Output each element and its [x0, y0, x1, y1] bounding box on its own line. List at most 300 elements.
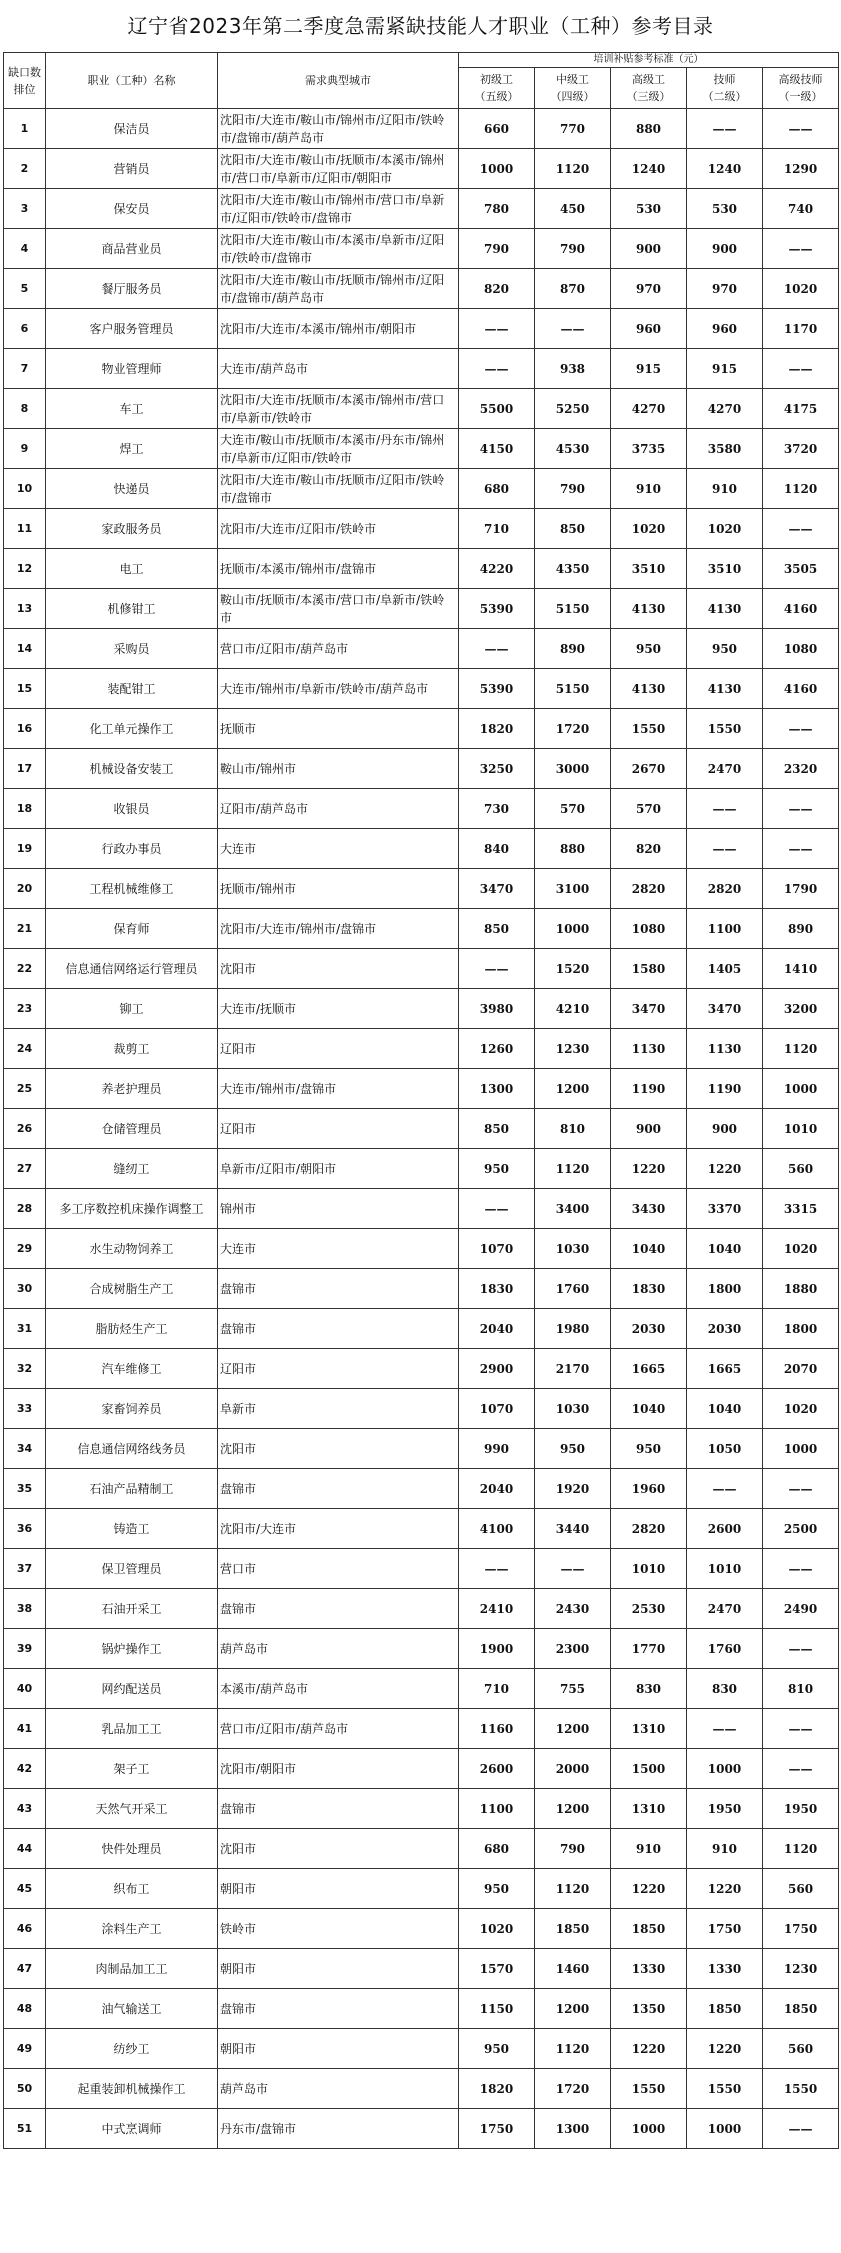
- rank-cell: 30: [4, 1269, 46, 1309]
- rank-cell: 12: [4, 549, 46, 589]
- subsidy-level-5: 4160: [763, 669, 839, 709]
- occupation-name: 家政服务员: [46, 509, 218, 549]
- subsidy-level-5: ——: [763, 229, 839, 269]
- subsidy-level-3: 1080: [611, 909, 687, 949]
- subsidy-level-2: 1200: [535, 1789, 611, 1829]
- rank-cell: 10: [4, 469, 46, 509]
- subsidy-level-1: 4100: [459, 1509, 535, 1549]
- subsidy-level-5: 890: [763, 909, 839, 949]
- subsidy-level-5: 1290: [763, 149, 839, 189]
- subsidy-level-2: 938: [535, 349, 611, 389]
- subsidy-level-5: 1020: [763, 269, 839, 309]
- subsidy-level-1: 840: [459, 829, 535, 869]
- table-row: [4, 1229, 839, 1269]
- cities-cell: 大连市: [218, 829, 459, 869]
- subsidy-level-2: 1720: [535, 2069, 611, 2109]
- subsidy-level-3: 4130: [611, 669, 687, 709]
- subsidy-level-3: 1220: [611, 2029, 687, 2069]
- table-row: [4, 1349, 839, 1389]
- subsidy-level-4: 915: [687, 349, 763, 389]
- rank-cell: 16: [4, 709, 46, 749]
- occupation-name: 信息通信网络线务员: [46, 1429, 218, 1469]
- subsidy-level-5: 3200: [763, 989, 839, 1029]
- rank-cell: 2: [4, 149, 46, 189]
- rank-cell: 3: [4, 189, 46, 229]
- subsidy-level-3: 1665: [611, 1349, 687, 1389]
- subsidy-level-4: 4130: [687, 589, 763, 629]
- rank-cell: 29: [4, 1229, 46, 1269]
- occupation-name: 收银员: [46, 789, 218, 829]
- subsidy-level-3: 530: [611, 189, 687, 229]
- subsidy-level-5: 1850: [763, 1989, 839, 2029]
- table-row: [4, 2109, 839, 2149]
- subsidy-level-2: 1920: [535, 1469, 611, 1509]
- rank-cell: 31: [4, 1309, 46, 1349]
- subsidy-level-1: 1570: [459, 1949, 535, 1989]
- cities-cell: 朝阳市: [218, 2029, 459, 2069]
- rank-cell: 42: [4, 1749, 46, 1789]
- header-name: 职业（工种）名称: [46, 53, 218, 109]
- cities-cell: 大连市/锦州市/盘锦市: [218, 1069, 459, 1109]
- subsidy-level-4: ——: [687, 789, 763, 829]
- subsidy-level-2: 870: [535, 269, 611, 309]
- subsidy-level-3: 1220: [611, 1149, 687, 1189]
- subsidy-level-2: 1980: [535, 1309, 611, 1349]
- rank-cell: 40: [4, 1669, 46, 1709]
- subsidy-level-3: 970: [611, 269, 687, 309]
- table-row: [4, 829, 839, 869]
- subsidy-level-4: 1220: [687, 2029, 763, 2069]
- table-row: [4, 1949, 839, 1989]
- subsidy-level-3: 3430: [611, 1189, 687, 1229]
- cities-cell: 朝阳市: [218, 1869, 459, 1909]
- subsidy-level-5: 4160: [763, 589, 839, 629]
- rank-cell: 38: [4, 1589, 46, 1629]
- subsidy-level-4: 4130: [687, 669, 763, 709]
- subsidy-level-4: 1950: [687, 1789, 763, 1829]
- cities-cell: 营口市: [218, 1549, 459, 1589]
- subsidy-level-3: 3470: [611, 989, 687, 1029]
- table-row: [4, 1989, 839, 2029]
- occupation-name: 锅炉操作工: [46, 1629, 218, 1669]
- rank-cell: 7: [4, 349, 46, 389]
- table-row: [4, 1509, 839, 1549]
- subsidy-level-4: 1850: [687, 1989, 763, 2029]
- occupation-name: 化工单元操作工: [46, 709, 218, 749]
- table-row: [4, 869, 839, 909]
- rank-cell: 4: [4, 229, 46, 269]
- cities-cell: 盘锦市: [218, 1309, 459, 1349]
- cities-cell: 丹东市/盘锦市: [218, 2109, 459, 2149]
- subsidy-level-5: 3315: [763, 1189, 839, 1229]
- subsidy-level-2: 3400: [535, 1189, 611, 1229]
- subsidy-level-3: 1770: [611, 1629, 687, 1669]
- subsidy-level-4: 1330: [687, 1949, 763, 1989]
- table-row: [4, 749, 839, 789]
- table-row: [4, 1269, 839, 1309]
- subsidy-level-5: ——: [763, 1469, 839, 1509]
- occupation-name: 营销员: [46, 149, 218, 189]
- subsidy-level-1: 780: [459, 189, 535, 229]
- rank-cell: 39: [4, 1629, 46, 1669]
- subsidy-level-3: 880: [611, 109, 687, 149]
- cities-cell: 辽阳市: [218, 1029, 459, 1069]
- subsidy-level-4: 1405: [687, 949, 763, 989]
- subsidy-level-5: 810: [763, 1669, 839, 1709]
- occupation-name: 裁剪工: [46, 1029, 218, 1069]
- occupation-name: 铸造工: [46, 1509, 218, 1549]
- subsidy-level-3: 820: [611, 829, 687, 869]
- table-row: [4, 1149, 839, 1189]
- subsidy-level-2: 1000: [535, 909, 611, 949]
- subsidy-level-3: 1310: [611, 1709, 687, 1749]
- subsidy-level-3: 1240: [611, 149, 687, 189]
- table-row: [4, 1469, 839, 1509]
- occupation-name: 工程机械维修工: [46, 869, 218, 909]
- subsidy-level-1: 1750: [459, 2109, 535, 2149]
- subsidy-level-2: 570: [535, 789, 611, 829]
- rank-cell: 13: [4, 589, 46, 629]
- subsidy-level-2: 890: [535, 629, 611, 669]
- table-row: [4, 1629, 839, 1669]
- cities-cell: 沈阳市: [218, 949, 459, 989]
- rank-cell: 15: [4, 669, 46, 709]
- subsidy-level-2: 790: [535, 229, 611, 269]
- rank-cell: 35: [4, 1469, 46, 1509]
- rank-cell: 50: [4, 2069, 46, 2109]
- subsidy-level-5: 1800: [763, 1309, 839, 1349]
- table-row: [4, 1309, 839, 1349]
- subsidy-level-3: 2820: [611, 1509, 687, 1549]
- cities-cell: 盘锦市: [218, 1989, 459, 2029]
- cities-cell: 大连市/抚顺市: [218, 989, 459, 1029]
- subsidy-level-5: ——: [763, 1709, 839, 1749]
- subsidy-level-2: 4350: [535, 549, 611, 589]
- subsidy-level-4: 970: [687, 269, 763, 309]
- rank-cell: 34: [4, 1429, 46, 1469]
- occupation-name: 保洁员: [46, 109, 218, 149]
- subsidy-level-1: 850: [459, 1109, 535, 1149]
- subsidy-level-2: 850: [535, 509, 611, 549]
- subsidy-level-4: 1050: [687, 1429, 763, 1469]
- table-row: [4, 1669, 839, 1709]
- subsidy-level-3: 2530: [611, 1589, 687, 1629]
- subsidy-level-4: 1040: [687, 1389, 763, 1429]
- occupation-name: 装配钳工: [46, 669, 218, 709]
- subsidy-level-3: 1830: [611, 1269, 687, 1309]
- subsidy-level-1: 730: [459, 789, 535, 829]
- subsidy-level-3: 950: [611, 1429, 687, 1469]
- subsidy-level-3: 900: [611, 229, 687, 269]
- table-row: [4, 469, 839, 509]
- subsidy-level-4: 2470: [687, 749, 763, 789]
- subsidy-level-1: 2040: [459, 1309, 535, 1349]
- header-rank: 缺口数排位: [4, 53, 46, 109]
- table-row: [4, 1829, 839, 1869]
- subsidy-level-1: 2410: [459, 1589, 535, 1629]
- subsidy-level-5: 3720: [763, 429, 839, 469]
- subsidy-level-4: ——: [687, 1709, 763, 1749]
- subsidy-level-2: 950: [535, 1429, 611, 1469]
- subsidy-level-5: 1120: [763, 469, 839, 509]
- subsidy-level-1: 1300: [459, 1069, 535, 1109]
- occupation-name: 仓储管理员: [46, 1109, 218, 1149]
- subsidy-level-1: 1070: [459, 1389, 535, 1429]
- subsidy-level-3: 1130: [611, 1029, 687, 1069]
- cities-cell: 辽阳市/葫芦岛市: [218, 789, 459, 829]
- subsidy-level-5: 2500: [763, 1509, 839, 1549]
- subsidy-level-4: 3510: [687, 549, 763, 589]
- subsidy-level-3: 2670: [611, 749, 687, 789]
- rank-cell: 48: [4, 1989, 46, 2029]
- subsidy-level-1: 1830: [459, 1269, 535, 1309]
- subsidy-level-3: 910: [611, 1829, 687, 1869]
- subsidy-level-3: 4270: [611, 389, 687, 429]
- subsidy-level-3: 1310: [611, 1789, 687, 1829]
- rank-cell: 8: [4, 389, 46, 429]
- occupation-name: 铆工: [46, 989, 218, 1029]
- subsidy-level-2: 1200: [535, 1989, 611, 2029]
- cities-cell: 葫芦岛市: [218, 1629, 459, 1669]
- rank-cell: 41: [4, 1709, 46, 1749]
- occupation-name: 焊工: [46, 429, 218, 469]
- rank-cell: 26: [4, 1109, 46, 1149]
- rank-cell: 45: [4, 1869, 46, 1909]
- header-level-3: 高级工 （三级）: [611, 68, 687, 109]
- subsidy-level-3: 1330: [611, 1949, 687, 1989]
- occupation-name: 保安员: [46, 189, 218, 229]
- subsidy-level-4: 1550: [687, 2069, 763, 2109]
- subsidy-level-2: 790: [535, 469, 611, 509]
- subsidy-level-3: 915: [611, 349, 687, 389]
- subsidy-level-5: 1790: [763, 869, 839, 909]
- subsidy-level-3: 2030: [611, 1309, 687, 1349]
- subsidy-level-2: 1120: [535, 1869, 611, 1909]
- cities-cell: 沈阳市/大连市: [218, 1509, 459, 1549]
- table-row: [4, 109, 839, 149]
- rank-cell: 14: [4, 629, 46, 669]
- cities-cell: 盘锦市: [218, 1269, 459, 1309]
- cities-cell: 鞍山市/锦州市: [218, 749, 459, 789]
- subsidy-level-5: 1170: [763, 309, 839, 349]
- cities-cell: 葫芦岛市: [218, 2069, 459, 2109]
- cities-cell: 沈阳市/大连市/鞍山市/本溪市/阜新市/辽阳市/铁岭市/盘锦市: [218, 229, 459, 269]
- subsidy-level-5: 2320: [763, 749, 839, 789]
- subsidy-level-2: 790: [535, 1829, 611, 1869]
- cities-cell: 营口市/辽阳市/葫芦岛市: [218, 629, 459, 669]
- subsidy-level-5: 560: [763, 1149, 839, 1189]
- cities-cell: 铁岭市: [218, 1909, 459, 1949]
- rank-cell: 36: [4, 1509, 46, 1549]
- table-row: [4, 1589, 839, 1629]
- occupation-name: 起重装卸机械操作工: [46, 2069, 218, 2109]
- subsidy-level-5: 560: [763, 1869, 839, 1909]
- cities-cell: 沈阳市/大连市/本溪市/锦州市/朝阳市: [218, 309, 459, 349]
- table-row: [4, 1869, 839, 1909]
- table-row: [4, 309, 839, 349]
- subsidy-level-4: 1240: [687, 149, 763, 189]
- table-row: [4, 549, 839, 589]
- subsidy-level-4: 900: [687, 1109, 763, 1149]
- subsidy-level-3: 1040: [611, 1229, 687, 1269]
- cities-cell: 营口市/辽阳市/葫芦岛市: [218, 1709, 459, 1749]
- subsidy-level-2: 3000: [535, 749, 611, 789]
- subsidy-level-5: 2490: [763, 1589, 839, 1629]
- subsidy-level-5: ——: [763, 1629, 839, 1669]
- cities-cell: 沈阳市/大连市/抚顺市/本溪市/锦州市/营口市/阜新市/铁岭市: [218, 389, 459, 429]
- subsidy-level-1: 5390: [459, 589, 535, 629]
- cities-cell: 大连市: [218, 1229, 459, 1269]
- cities-cell: 大连市/葫芦岛市: [218, 349, 459, 389]
- subsidy-level-4: ——: [687, 1469, 763, 1509]
- table-row: [4, 709, 839, 749]
- subsidy-level-5: 1080: [763, 629, 839, 669]
- subsidy-level-2: 1120: [535, 1149, 611, 1189]
- subsidy-level-4: 3580: [687, 429, 763, 469]
- subsidy-level-2: 1760: [535, 1269, 611, 1309]
- subsidy-level-4: 1040: [687, 1229, 763, 1269]
- subsidy-level-4: 1760: [687, 1629, 763, 1669]
- subsidy-level-3: 960: [611, 309, 687, 349]
- subsidy-level-5: ——: [763, 789, 839, 829]
- subsidy-level-5: 560: [763, 2029, 839, 2069]
- cities-cell: 沈阳市/大连市/辽阳市/铁岭市: [218, 509, 459, 549]
- header-level-5: 高级技师 （一级）: [763, 68, 839, 109]
- subsidy-level-1: 1260: [459, 1029, 535, 1069]
- occupation-name: 石油产品精制工: [46, 1469, 218, 1509]
- subsidy-level-2: 1200: [535, 1069, 611, 1109]
- occupation-name: 水生动物饲养工: [46, 1229, 218, 1269]
- cities-cell: 沈阳市/朝阳市: [218, 1749, 459, 1789]
- subsidy-level-4: 1220: [687, 1149, 763, 1189]
- subsidy-level-4: 4270: [687, 389, 763, 429]
- cities-cell: 抚顺市/锦州市: [218, 869, 459, 909]
- rank-cell: 28: [4, 1189, 46, 1229]
- subsidy-level-4: 2030: [687, 1309, 763, 1349]
- occupation-name: 信息通信网络运行管理员: [46, 949, 218, 989]
- subsidy-level-2: 1460: [535, 1949, 611, 1989]
- subsidy-level-5: 4175: [763, 389, 839, 429]
- occupation-name: 中式烹调师: [46, 2109, 218, 2149]
- subsidy-level-1: 1100: [459, 1789, 535, 1829]
- subsidy-level-3: 2820: [611, 869, 687, 909]
- cities-cell: 大连市/锦州市/阜新市/铁岭市/葫芦岛市: [218, 669, 459, 709]
- subsidy-level-1: 4150: [459, 429, 535, 469]
- table-row: [4, 909, 839, 949]
- subsidy-level-2: 810: [535, 1109, 611, 1149]
- subsidy-level-5: 1000: [763, 1429, 839, 1469]
- subsidy-level-4: ——: [687, 829, 763, 869]
- cities-cell: 沈阳市: [218, 1829, 459, 1869]
- subsidy-level-1: ——: [459, 629, 535, 669]
- cities-cell: 抚顺市: [218, 709, 459, 749]
- subsidy-level-2: 1120: [535, 2029, 611, 2069]
- table-row: [4, 1029, 839, 1069]
- subsidy-level-4: 1665: [687, 1349, 763, 1389]
- subsidy-level-1: 710: [459, 509, 535, 549]
- occupation-table: [3, 52, 839, 2149]
- cities-cell: 沈阳市/大连市/锦州市/盘锦市: [218, 909, 459, 949]
- cities-cell: 鞍山市/抚顺市/本溪市/营口市/阜新市/铁岭市: [218, 589, 459, 629]
- occupation-name: 架子工: [46, 1749, 218, 1789]
- rank-cell: 24: [4, 1029, 46, 1069]
- subsidy-level-3: 1550: [611, 709, 687, 749]
- table-row: [4, 1549, 839, 1589]
- subsidy-level-2: 3100: [535, 869, 611, 909]
- subsidy-level-4: 900: [687, 229, 763, 269]
- subsidy-level-5: 1000: [763, 1069, 839, 1109]
- cities-cell: 盘锦市: [218, 1469, 459, 1509]
- subsidy-level-2: 1230: [535, 1029, 611, 1069]
- occupation-name: 家畜饲养员: [46, 1389, 218, 1429]
- rank-cell: 20: [4, 869, 46, 909]
- header-subsidy: 培训补贴参考标准（元）: [459, 53, 839, 68]
- occupation-name: 缝纫工: [46, 1149, 218, 1189]
- subsidy-level-2: 5150: [535, 589, 611, 629]
- subsidy-level-3: 3510: [611, 549, 687, 589]
- table-row: [4, 509, 839, 549]
- rank-cell: 47: [4, 1949, 46, 1989]
- occupation-name: 物业管理师: [46, 349, 218, 389]
- table-row: [4, 1429, 839, 1469]
- subsidy-level-5: 1020: [763, 1389, 839, 1429]
- subsidy-level-1: 680: [459, 469, 535, 509]
- subsidy-level-5: ——: [763, 509, 839, 549]
- rank-cell: 5: [4, 269, 46, 309]
- cities-cell: 沈阳市/大连市/鞍山市/抚顺市/锦州市/辽阳市/盘锦市/葫芦岛市: [218, 269, 459, 309]
- subsidy-level-1: 2600: [459, 1749, 535, 1789]
- rank-cell: 22: [4, 949, 46, 989]
- subsidy-level-5: 3505: [763, 549, 839, 589]
- subsidy-level-1: 950: [459, 1869, 535, 1909]
- subsidy-level-2: ——: [535, 1549, 611, 1589]
- subsidy-level-5: 1020: [763, 1229, 839, 1269]
- table-row: [4, 229, 839, 269]
- occupation-name: 纺纱工: [46, 2029, 218, 2069]
- rank-cell: 21: [4, 909, 46, 949]
- occupation-name: 行政办事员: [46, 829, 218, 869]
- subsidy-level-4: 910: [687, 1829, 763, 1869]
- subsidy-level-1: 790: [459, 229, 535, 269]
- header-level-2: 中级工 （四级）: [535, 68, 611, 109]
- rank-cell: 1: [4, 109, 46, 149]
- table-row: [4, 1389, 839, 1429]
- subsidy-level-1: 680: [459, 1829, 535, 1869]
- table-row: [4, 389, 839, 429]
- table-row: [4, 269, 839, 309]
- subsidy-level-1: 3250: [459, 749, 535, 789]
- rank-cell: 27: [4, 1149, 46, 1189]
- subsidy-level-1: 1070: [459, 1229, 535, 1269]
- subsidy-level-2: 770: [535, 109, 611, 149]
- subsidy-level-4: 3370: [687, 1189, 763, 1229]
- subsidy-level-3: 1040: [611, 1389, 687, 1429]
- occupation-name: 多工序数控机床操作调整工: [46, 1189, 218, 1229]
- rank-cell: 43: [4, 1789, 46, 1829]
- occupation-name: 养老护理员: [46, 1069, 218, 1109]
- rank-cell: 6: [4, 309, 46, 349]
- subsidy-level-5: 740: [763, 189, 839, 229]
- subsidy-level-5: ——: [763, 709, 839, 749]
- table-row: [4, 629, 839, 669]
- occupation-name: 保卫管理员: [46, 1549, 218, 1589]
- subsidy-level-1: ——: [459, 949, 535, 989]
- subsidy-level-1: 1000: [459, 149, 535, 189]
- subsidy-level-2: 1520: [535, 949, 611, 989]
- rank-cell: 19: [4, 829, 46, 869]
- cities-cell: 沈阳市/大连市/鞍山市/锦州市/营口市/阜新市/辽阳市/铁岭市/盘锦市: [218, 189, 459, 229]
- rank-cell: 33: [4, 1389, 46, 1429]
